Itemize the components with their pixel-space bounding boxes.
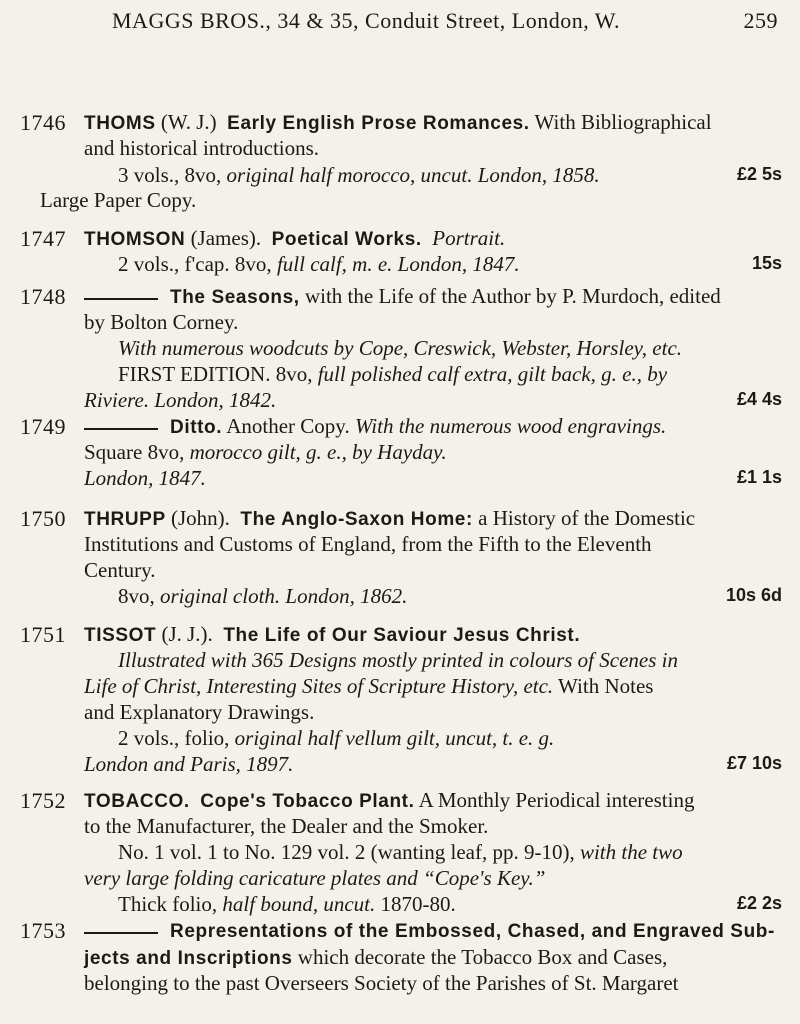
lot-number: 1750 [20, 506, 66, 531]
price: 10s 6d [725, 585, 782, 605]
work-title: The Life of Our Saviour Jesus Christ. [223, 625, 581, 646]
price: £2 5s [736, 164, 782, 184]
author-name: TOBACCO. [84, 791, 190, 812]
work-title: The Anglo-Saxon Home: [240, 509, 473, 530]
catalogue-page: MAGGS BROS., 34 & 35, Conduit Street, London, W. 259 1746 THOMS (W. J.) Early English Prose Romances. With Bibliographical and historical introductions. 3 vols., 8vo, original half morocco, uncut. London, 1858. £2 5s Large Paper Copy. 1747 THOMSON (James). Poetical Works. Portrait. 2 vols., f'cap. 8vo, full calf, m. e. London, 1847. 15s 1748 The Seasons, with the Life of the Author by P. Murdoch, edited by Bolton Corney. With numerous woodcuts by Cope, Creswick, Webster, Horsley, etc. FIRST EDITION. 8vo, full polished calf extra, gilt back, g. e., by Riviere. London, 1842. £4 4s 1749 Ditto. Another Copy. With the numerous wood engravings. Square 8vo, morocco gilt, g. e., by Hayday. London, 1847. £1 1s 1750 THRUPP (John). The Anglo-Saxon Home: a History of the Domestic Institutions and Customs of England, from the Fifth to the Eleventh Century. 8vo, original cloth. London, 1862. 10s 6d 1751 TISSOT (J. J.). The Life of Our Saviour Jesus Christ. Illustrated with 365 Designs mostly printed in colours of Scenes in Life of Christ, Interesting Sites of Scripture History, etc. With Notes and Explanatory Drawings. 2 vols., folio, original half vellum gilt, uncut, t. e. g. London and Paris, 1897. £7 10s 1752 TOBACCO. Cope's Tobacco Plant. A Monthly Periodical interesting to the Manufacturer, the Dealer and the Smoker. No. 1 vol. 1 to No. 129 vol. 2 (wanting leaf, pp. 9-10), with the two very large folding caricature plates and “Cope's Key.” Thick folio, half bound, uncut. 1870-80. £2 2s 1753 Representations of the Embossed, Chased, and Engraved Sub- jects and Inscriptions which decorate the Tobacco Box and Cases, belonging to the past Overseers Society of the Parishes of St. Margaret [20, 8, 782, 995]
lot-number: 1753 [20, 918, 66, 943]
work-title: Early English Prose Romances. [227, 113, 530, 134]
price: £4 4s [736, 389, 782, 409]
format-line: Square 8vo, morocco gilt, g. e., by Hayday. [84, 440, 447, 464]
page-number: 259 [743, 8, 778, 33]
lot-number: 1749 [20, 414, 66, 439]
illustration-line: With numerous woodcuts by Cope, Creswick, Webster, Horsley, etc. [118, 336, 683, 360]
format-line: Thick folio, half bound, uncut. 1870-80. [118, 892, 456, 916]
ditto-dash [84, 932, 158, 934]
work-title: Poetical Works. [271, 229, 422, 250]
ditto-dash [84, 298, 158, 300]
lot-number: 1746 [20, 110, 66, 135]
price: £1 1s [736, 467, 782, 487]
description-line: by Bolton Corney. [84, 310, 239, 334]
work-title: Cope's Tobacco Plant. [200, 791, 415, 812]
price: 15s [751, 253, 782, 273]
format-line: FIRST EDITION. 8vo, full polished calf extra, gilt back, g. e., by [118, 362, 668, 386]
author-name: THOMSON [84, 229, 186, 250]
imprint-line: Riviere. London, 1842. [84, 388, 277, 412]
description-line: and historical introductions. [84, 136, 320, 160]
note-line: Large Paper Copy. [40, 188, 197, 212]
running-title: MAGGS BROS., 34 & 35, Conduit Street, London, W. [112, 8, 621, 33]
work-title: Representations of the Embossed, Chased, and Engraved Sub- [170, 921, 775, 942]
lot-number: 1747 [20, 226, 66, 251]
price: £7 10s [726, 753, 782, 773]
format-line: 3 vols., 8vo, original half morocco, uncut. London, 1858. [118, 163, 600, 187]
description-line: belonging to the past Overseers Society of the Parishes of St. Margaret [84, 971, 679, 995]
lot-number: 1752 [20, 788, 66, 813]
author-name: THRUPP [84, 509, 166, 530]
format-line: 2 vols., folio, original half vellum gilt, uncut, t. e. g. [118, 726, 555, 750]
illustration-line: very large folding caricature plates and “Cope's Key.” [84, 866, 546, 890]
lot-number: 1748 [20, 284, 66, 309]
author-name: THOMS [84, 113, 156, 134]
description-line: Century. [84, 558, 156, 582]
format-line: 2 vols., f'cap. 8vo, full calf, m. e. London, 1847. [118, 252, 520, 276]
lot-number: 1751 [20, 622, 66, 647]
work-title: The Seasons, [170, 287, 300, 308]
description-line: Life of Christ, Interesting Sites of Scripture History, etc. With Notes [84, 674, 654, 698]
ditto-dash [84, 428, 158, 430]
imprint-line: London, 1847. [84, 466, 206, 490]
description-line: jects and Inscriptions which decorate the Tobacco Box and Cases, [84, 945, 668, 969]
collation-line: No. 1 vol. 1 to No. 129 vol. 2 (wanting leaf, pp. 9-10), with the two [118, 840, 683, 864]
price: £2 2s [736, 893, 782, 913]
author-name: TISSOT [84, 625, 157, 646]
format-line: 8vo, original cloth. London, 1862. [118, 584, 408, 608]
work-title: Ditto. [170, 417, 223, 438]
description-line: and Explanatory Drawings. [84, 700, 315, 724]
description-line: to the Manufacturer, the Dealer and the Smoker. [84, 814, 489, 838]
illustration-line: Illustrated with 365 Designs mostly printed in colours of Scenes in [118, 648, 678, 672]
imprint-line: London and Paris, 1897. [84, 752, 294, 776]
description-line: Institutions and Customs of England, from the Fifth to the Eleventh [84, 532, 652, 556]
